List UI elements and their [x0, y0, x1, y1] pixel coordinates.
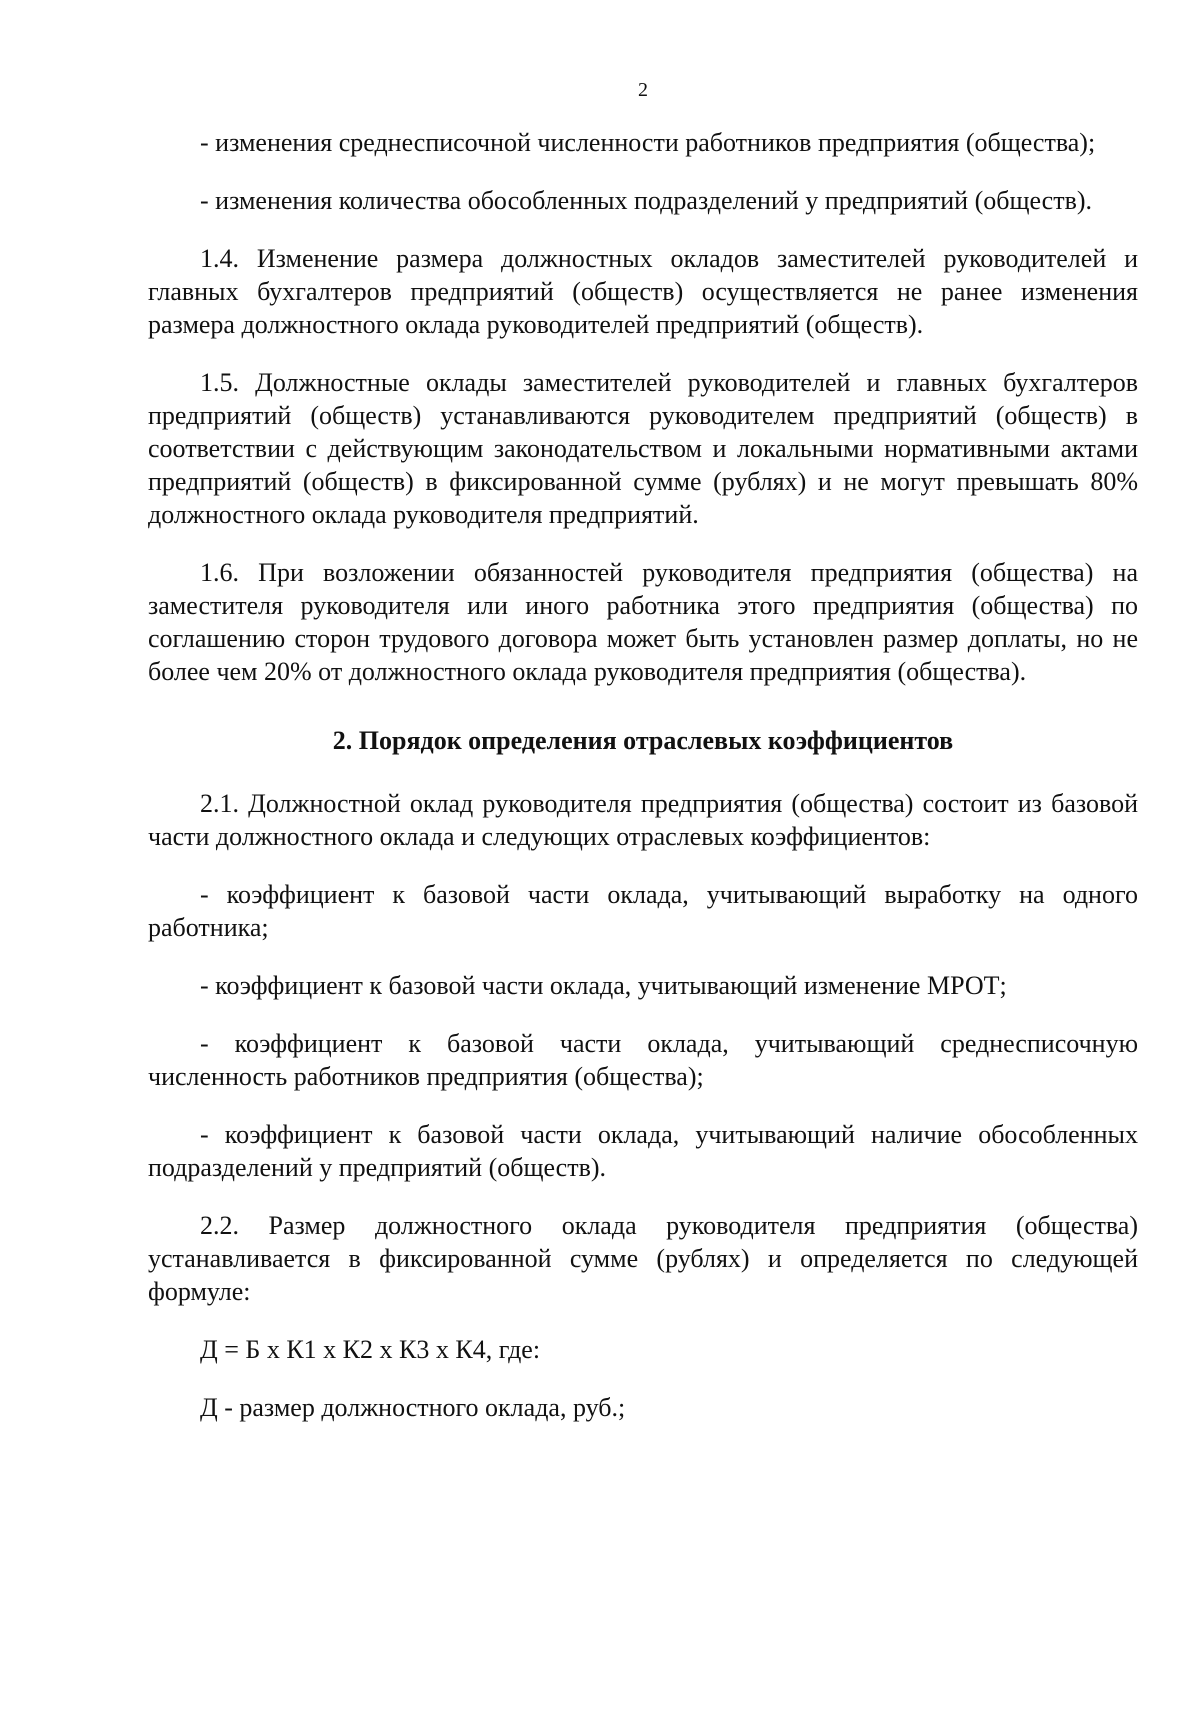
paragraph-1-6: 1.6. При возложении обязанностей руководителя предприятия (общества) на заместителя руководителя или иного работника этого предприятия (общества) по соглашению сторон трудового договора может быть установлен размер доплаты, но не более чем 20% от должностного оклада руководителя предприятия (общества). [148, 558, 1138, 686]
document-body [148, 126, 1138, 1449]
paragraph-1-4: 1.4. Изменение размера должностных окладов заместителей руководителей и главных бухгалтеров предприятий (обществ) осуществляется не ранее изменения размера должностного оклада руководителей предприятий (обществ). [148, 244, 1138, 339]
paragraph-2-1: 2.1. Должностной оклад руководителя предприятия (общества) состоит из базовой части должностного оклада и следующих отраслевых коэффициентов: [148, 789, 1138, 851]
paragraph-list-item: - коэффициент к базовой части оклада, учитывающий изменение МРОТ; [200, 971, 1007, 1000]
formula: Д = Б х К1 х К2 х К3 х К4, где: [200, 1335, 541, 1364]
paragraph-list-item: - коэффициент к базовой части оклада, учитывающий среднесписочную численность работников предприятия (общества); [148, 1029, 1138, 1091]
paragraph-2-2: 2.2. Размер должностного оклада руководителя предприятия (общества) устанавливается в фиксированной сумме (рублях) и определяется по следующей формуле: [148, 1211, 1138, 1306]
section-heading: 2. Порядок определения отраслевых коэффициентов [332, 726, 954, 755]
paragraph-list-item: - коэффициент к базовой части оклада, учитывающий наличие обособленных подразделений у предприятий (обществ). [148, 1120, 1138, 1182]
paragraph-list-item: - коэффициент к базовой части оклада, учитывающий выработку на одного работника; [148, 880, 1138, 942]
paragraph-1-5: 1.5. Должностные оклады заместителей руководителей и главных бухгалтеров предприятий (обществ) устанавливаются руководителем предприятий (обществ) в соответствии с действующим законодательством и локальными нормативными актами предприятий (обществ) в фиксированной сумме (рублях) и не могут превышать 80% должностного оклада руководителя предприятий. [148, 368, 1138, 529]
page-number: 2 [638, 79, 648, 101]
formula-definition: Д - размер должностного оклада, руб.; [200, 1393, 626, 1422]
paragraph-list-item: - изменения среднесписочной численности работников предприятия (общества); [200, 128, 1096, 157]
paragraph-list-item: - изменения количества обособленных подразделений у предприятий (обществ). [200, 186, 1093, 215]
